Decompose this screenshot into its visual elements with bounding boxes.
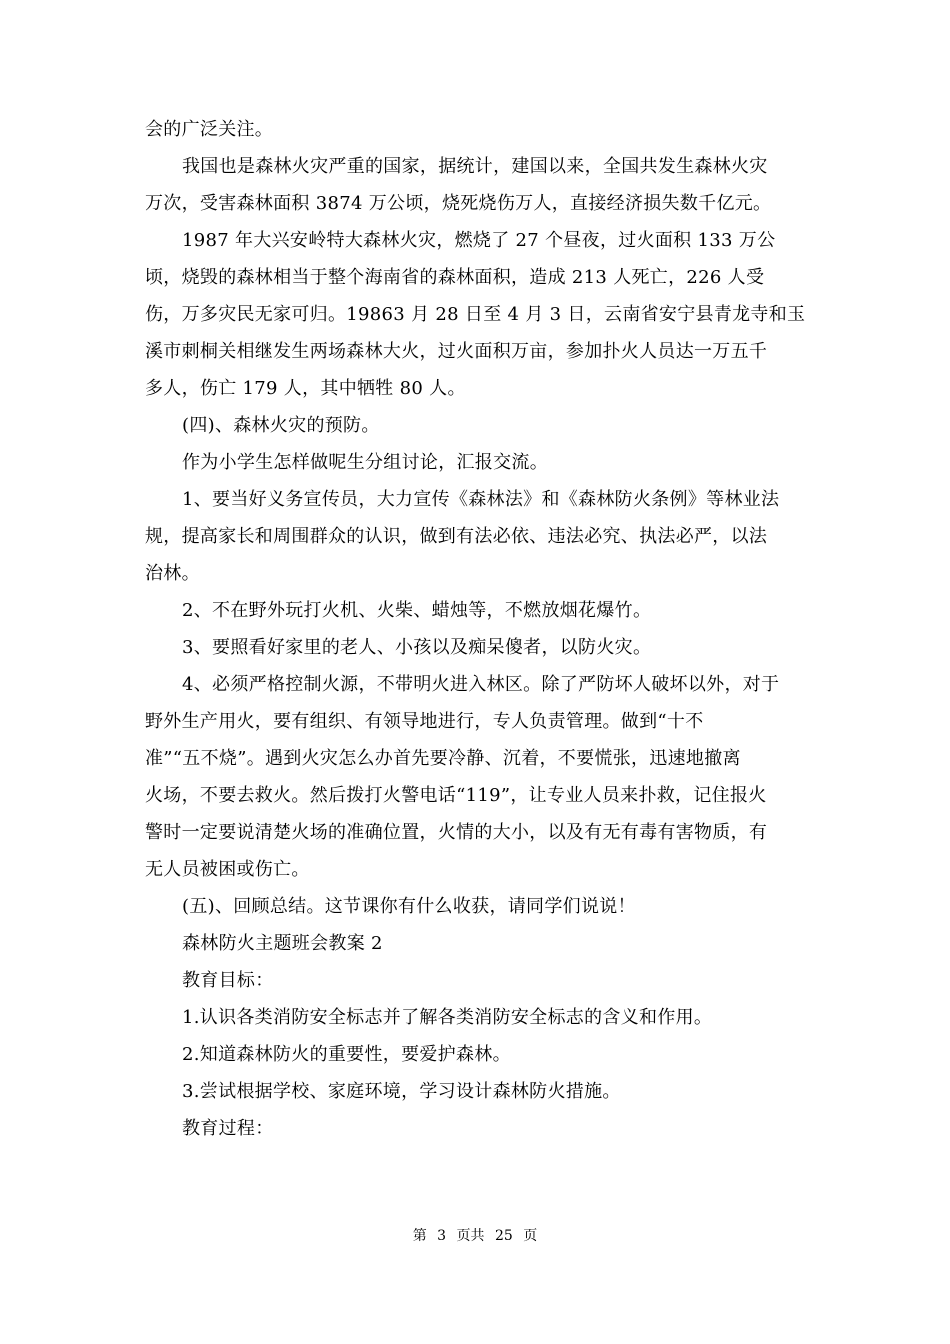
text-line: 伤，万多灾民无家可归。19863 月 28 日至 4 月 3 日，云南省安宁县青龙寺和玉 (145, 304, 806, 325)
text-line: 我国也是森林火灾严重的国家，据统计，建国以来，全国共发生森林火灾 (182, 156, 768, 177)
text-line: 4、必须严格控制火源，不带明火进入林区。除了严防坏人破坏以外，对于 (182, 674, 780, 695)
text-line: 火场，不要去救火。然后拨打火警电话“119”，让专业人员来扑救，记住报火 (145, 785, 767, 806)
text-line: 作为小学生怎样做呢生分组讨论，汇报交流。 (182, 452, 548, 473)
text-line: 会的广泛关注。 (145, 119, 274, 140)
text-line: (四)、森林火灾的预防。 (182, 415, 380, 436)
page-number-footer: 第 3 页共 25 页 (412, 1228, 538, 1244)
text-line: 1、要当好义务宣传员，大力宣传《森林法》和《森林防火条例》等林业法 (182, 489, 780, 510)
text-line: 野外生产用火，要有组织、有领导地进行，专人负责管理。做到“十不 (145, 711, 704, 732)
text-line: 溪市刺桐关相继发生两场森林大火，过火面积万亩，参加扑火人员达一万五千 (145, 341, 768, 362)
text-line: 3、要照看好家里的老人、小孩以及痴呆傻者，以防火灾。 (182, 637, 652, 658)
text-line: 顷，烧毁的森林相当于整个海南省的森林面积，造成 213 人死亡，226 人受 (145, 267, 765, 288)
text-line: 1987 年大兴安岭特大森林火灾，燃烧了 27 个昼夜，过火面积 133 万公 (182, 230, 776, 251)
text-line: 2.知道森林防火的重要性，要爱护森林。 (182, 1044, 511, 1065)
text-line: 教育目标： (182, 970, 274, 991)
text-line: 警时一定要说清楚火场的准确位置，火情的大小，以及有无有毒有害物质，有 (145, 822, 768, 843)
text-line: 多人，伤亡 179 人，其中牺牲 80 人。 (145, 378, 466, 399)
text-line: 万次，受害森林面积 3874 万公顷，烧死烧伤万人，直接经济损失数千亿元。 (145, 193, 772, 214)
text-line: 无人员被困或伤亡。 (145, 859, 310, 880)
section-heading: 森林防火主题班会教案 2 (182, 933, 383, 954)
text-line: 规，提高家长和周围群众的认识，做到有法必依、违法必究、执法必严，以法 (145, 526, 768, 547)
text-line: 1.认识各类消防安全标志并了解各类消防安全标志的含义和作用。 (182, 1007, 713, 1028)
text-line: 3.尝试根据学校、家庭环境，学习设计森林防火措施。 (182, 1081, 621, 1102)
text-line: 教育过程： (182, 1118, 274, 1139)
text-line: (五)、回顾总结。这节课你有什么收获，请同学们说说！ (182, 896, 636, 917)
text-line: 2、不在野外玩打火机、火柴、蜡烛等，不燃放烟花爆竹。 (182, 600, 652, 621)
text-line: 治林。 (145, 563, 200, 584)
text-line: 准”“五不烧”。遇到火灾怎么办首先要冷静、沉着，不要慌张，迅速地撤离 (145, 748, 741, 769)
